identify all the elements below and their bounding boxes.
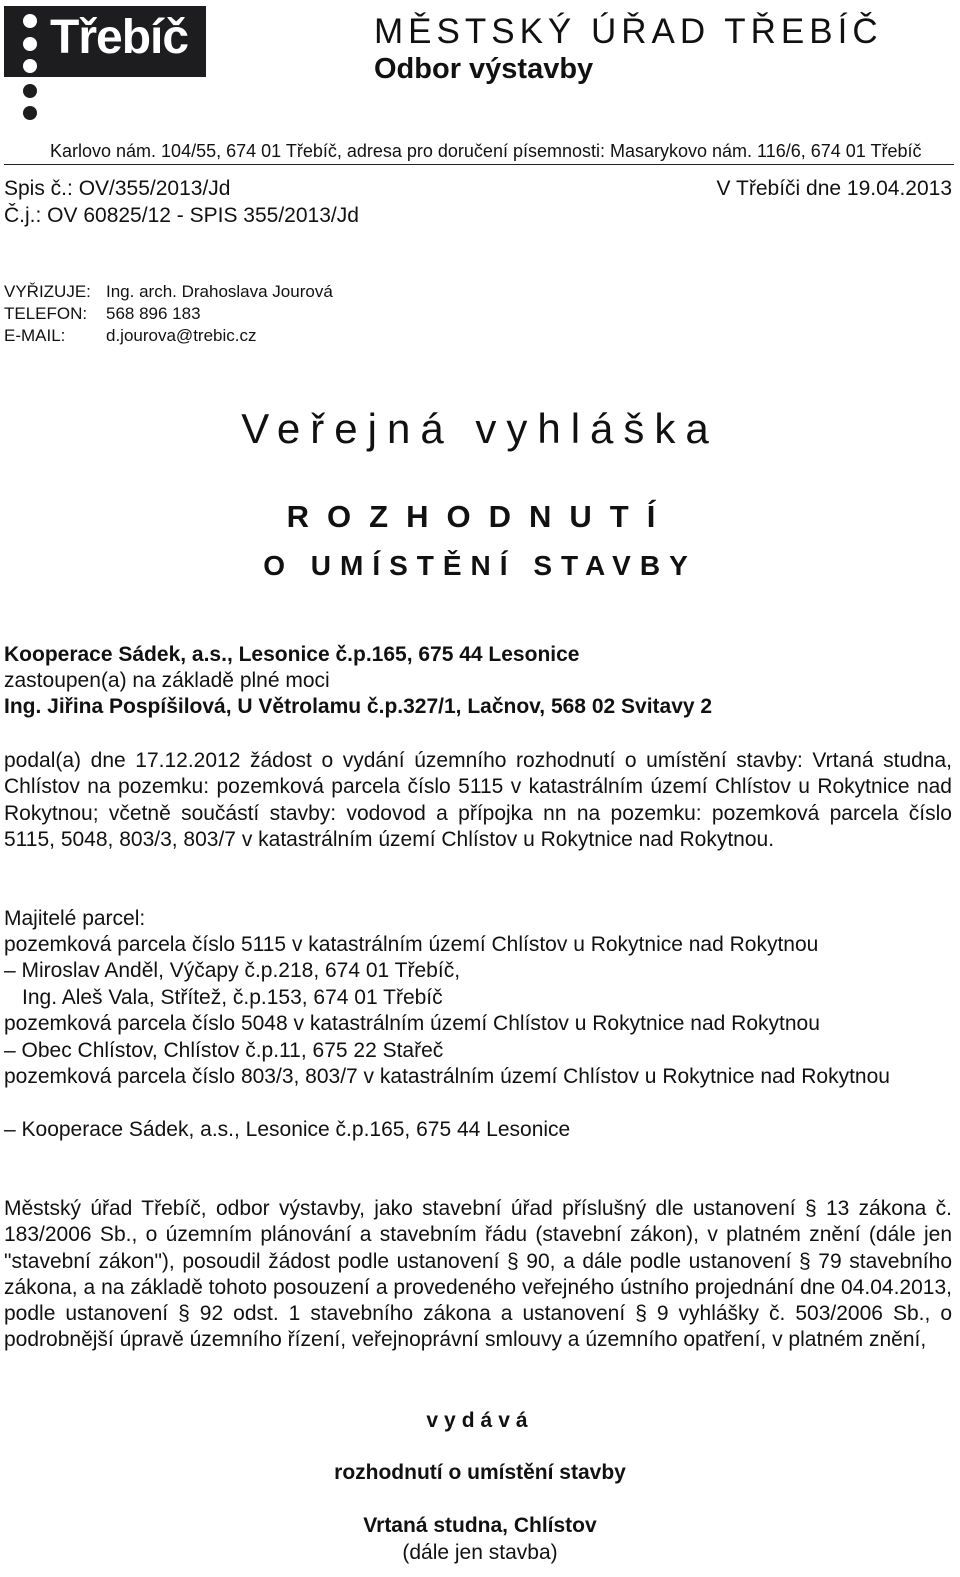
decision-name: rozhodnutí o umístění stavby <box>334 1461 626 1484</box>
logo-dot <box>23 59 37 73</box>
owner-line: pozemková parcela číslo 5048 v katastrálním území Chlístov u Rokytnice nad Rokytnou <box>4 1012 820 1035</box>
building-name: Vrtaná studna, Chlístov <box>363 1514 597 1537</box>
application-paragraph: podal(a) dne 17.12.2012 žádost o vydání územního rozhodnutí o umístění stavby: Vrtaná studna, Chlístov na pozemku: pozemková parcela číslo 5115 v katastrálním území Chlístov u Rokytnice nad Rokytnou; včetně součástí stavby: vodovod a přípojka nn na pozemku: pozemková parcela číslo 5115, 5048, 803/3, 803/7 v katastrálním území Chlístov u Rokytnice nad Rokytnou. <box>4 749 952 851</box>
handler-label: VYŘIZUJE: <box>4 282 91 301</box>
decision-subtitle: O UMÍSTĚNÍ STAVBY <box>263 550 697 581</box>
logo-text: Třebíč <box>50 11 189 64</box>
logo-dot <box>23 106 37 120</box>
decision-title: ROZHODNUTÍ <box>286 499 674 534</box>
handler-value: Ing. arch. Drahoslava Jourová <box>106 282 333 301</box>
authority-paragraph: Městský úřad Třebíč, odbor výstavby, jako stavební úřad příslušný dle ustanovení § 13 zákona č. 183/2006 Sb., o územním plánování a stavebním řádu (stavební zákon), v platném znění (dále jen "stavební zákon"), posoudil žádost podle ustanovení § 90, a dále podle ustanovení § 79 stavebního zákona, a na základě tohoto posouzení a provedeného veřejného ústního projednání dne 04.04.2013, podle ustanovení § 92 odst. 1 stavebního zákona a ustanovení § 9 vyhlášky č. 503/2006 Sb., o podrobnější úpravě územního řízení, veřejnoprávní smlouvy a územního opatření, v platném znění, <box>4 1197 952 1352</box>
logo-dot <box>23 84 37 98</box>
contact-phone <box>4 303 201 325</box>
owner-parcel-803: pozemková parcela číslo 803/3, 803/7 v katastrálním území Chlístov u Rokytnice nad Rokytnou <box>4 1065 890 1088</box>
owner-line: Ing. Aleš Vala, Střítež, č.p.153, 674 01 Třebíč <box>22 986 443 1009</box>
owner-line: – Obec Chlístov, Chlístov č.p.11, 675 22 Stařeč <box>4 1039 444 1062</box>
owner-line: – Miroslav Anděl, Výčapy č.p.218, 674 01 Třebíč, <box>4 959 461 982</box>
owner-line: pozemková parcela číslo 5115 v katastrálním území Chlístov u Rokytnice nad Rokytnou <box>4 933 819 956</box>
issue-date: V Třebíči dne 19.04.2013 <box>716 177 952 200</box>
file-number: Spis č.: OV/355/2013/Jd <box>4 177 231 200</box>
office-title: MĚSTSKÝ ÚŘAD TŘEBÍČ <box>374 12 883 51</box>
office-address: Karlovo nám. 104/55, 674 01 Třebíč, adresa pro doručení písemnosti: Masarykovo nám. 116/6, 674 01 Třebíč <box>50 141 922 161</box>
document-title: Veřejná vyhláška <box>241 405 719 452</box>
email-value: d.jourova@trebic.cz <box>106 326 257 345</box>
reference-number: Č.j.: OV 60825/12 - SPIS 355/2013/Jd <box>4 204 359 227</box>
owner-line: – Kooperace Sádek, a.s., Lesonice č.p.165, 675 44 Lesonice <box>4 1118 571 1141</box>
phone-label: TELEFON: <box>4 304 88 323</box>
department-title: Odbor výstavby <box>374 53 594 85</box>
contact-email <box>4 325 257 347</box>
contact-handler <box>4 281 333 303</box>
header-divider <box>4 164 954 165</box>
applicant-name: Kooperace Sádek, a.s., Lesonice č.p.165, 675 44 Lesonice <box>4 643 580 666</box>
email-label: E-MAIL: <box>4 326 66 345</box>
building-note: (dále jen stavba) <box>402 1541 558 1564</box>
logo-dot <box>23 14 37 28</box>
owners-heading: Majitelé parcel: <box>4 907 146 930</box>
applicant-representative: Ing. Jiřina Pospíšilová, U Větrolamu č.p.327/1, Lačnov, 568 02 Svitavy 2 <box>4 695 713 718</box>
logo-dot <box>23 37 37 51</box>
phone-value: 568 896 183 <box>106 304 201 323</box>
issues-label: vydává <box>426 1409 534 1432</box>
applicant-represented: zastoupen(a) na základě plné moci <box>4 669 330 692</box>
